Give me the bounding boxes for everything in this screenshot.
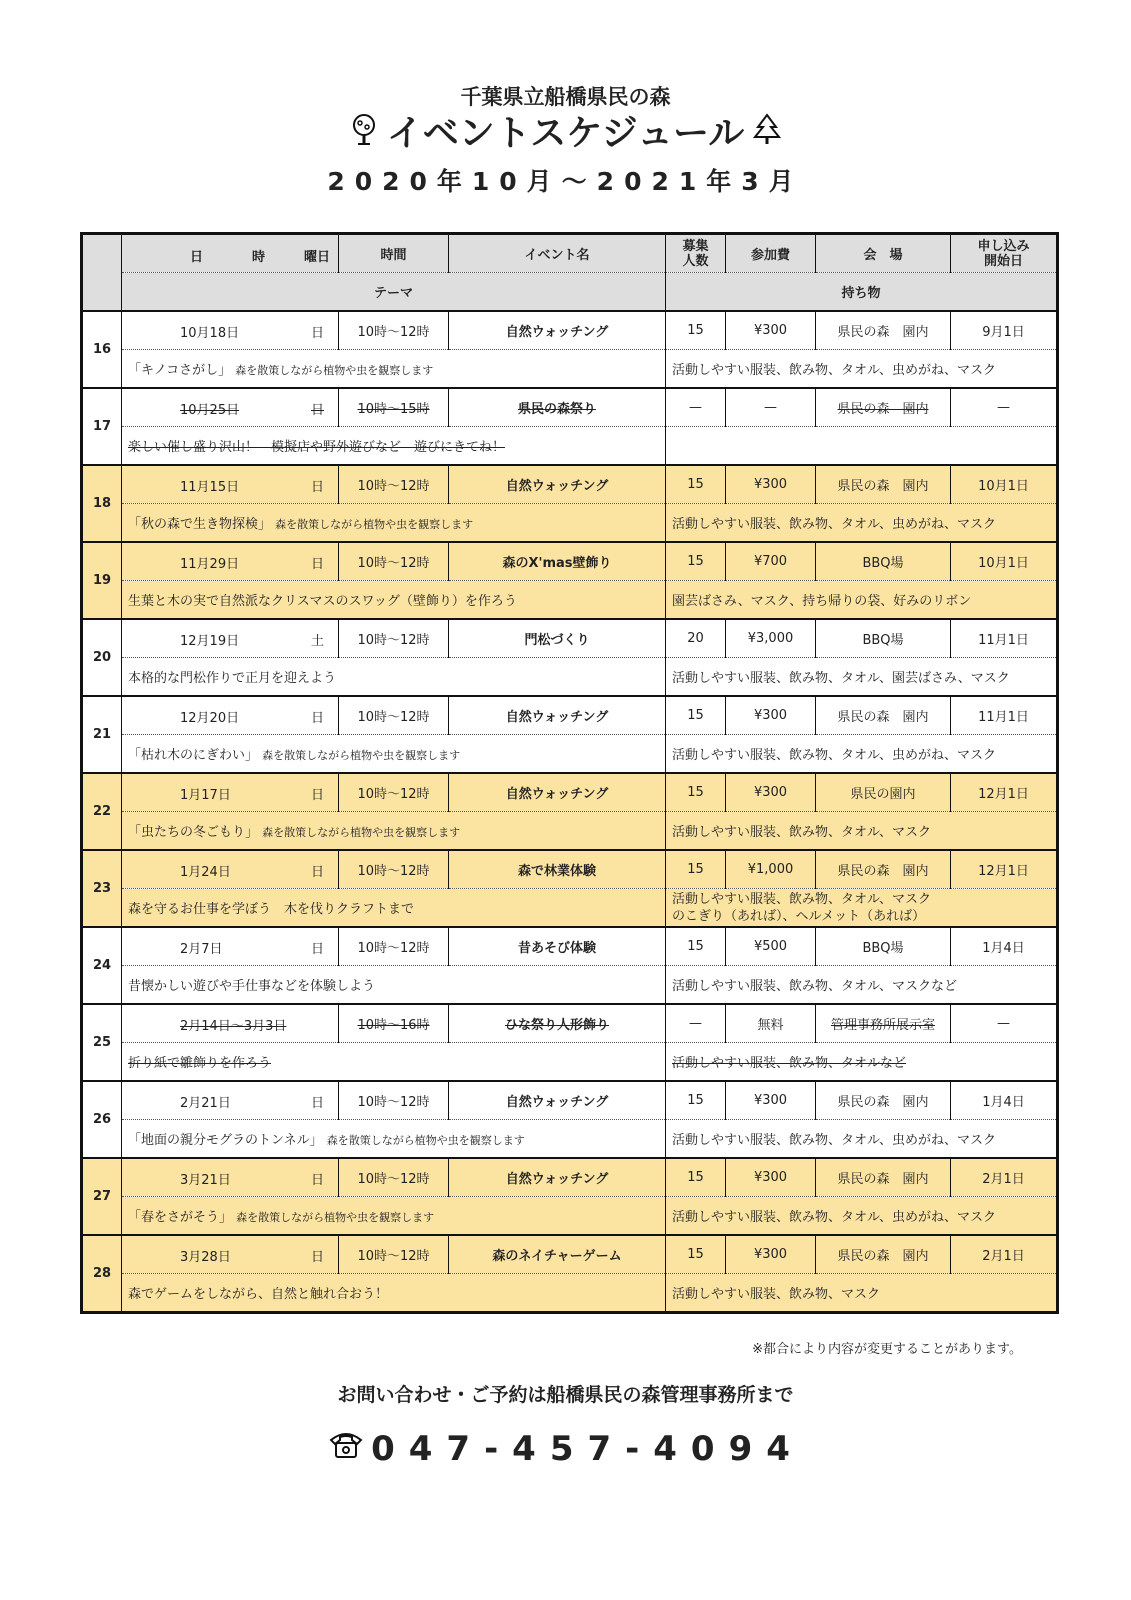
event-bring: 活動しやすい服装、飲み物、タオル、虫めがね、マスク	[666, 504, 1058, 543]
event-name: 森で林業体験	[449, 850, 666, 889]
event-bring: 活動しやすい服装、飲み物、タオル、虫めがね、マスク	[666, 1120, 1058, 1159]
event-time: 10時～12時	[339, 1158, 449, 1197]
event-apply-start: —	[951, 388, 1058, 427]
event-capacity: 15	[666, 927, 726, 966]
event-venue: 県民の森 園内	[816, 1235, 951, 1274]
event-detail-row	[82, 889, 1058, 928]
event-fee: ¥300	[726, 1081, 816, 1120]
event-time: 10時～12時	[339, 1081, 449, 1120]
event-fee: ¥300	[726, 1235, 816, 1274]
phone-number-text: 047-457-4094	[371, 1428, 804, 1469]
header-venue: 会 場	[816, 234, 951, 273]
event-apply-start: 9月1日	[951, 311, 1058, 350]
event-weekday: 日	[310, 1173, 324, 1188]
event-theme	[122, 812, 666, 851]
event-number: 28	[82, 1235, 122, 1313]
event-theme-text: 「枯れ木のにぎわい」	[128, 748, 259, 763]
event-date: 12月19日	[180, 634, 240, 649]
event-theme-text: 「春をさがそう」	[128, 1210, 233, 1225]
event-venue: BBQ場	[816, 542, 951, 581]
event-schedule-table	[80, 232, 1059, 1314]
event-time: 10時～15時	[339, 388, 449, 427]
event-capacity: 15	[666, 1158, 726, 1197]
event-theme	[122, 1043, 666, 1082]
event-venue: BBQ場	[816, 619, 951, 658]
event-weekday: 日	[310, 711, 324, 726]
event-number: 25	[82, 1004, 122, 1081]
event-detail-row	[82, 966, 1058, 1005]
event-theme-note: 森を散策しながら植物や虫を観察します	[262, 826, 461, 839]
event-time: 10時～12時	[339, 465, 449, 504]
event-date: 1月17日	[180, 788, 231, 803]
event-fee: ¥300	[726, 696, 816, 735]
header-time: 時間	[339, 234, 449, 273]
event-name: 自然ウォッチング	[449, 465, 666, 504]
event-bring-line2: のこぎり（あれば）、ヘルメット（あれば）	[672, 908, 926, 924]
event-date-cell	[122, 1235, 339, 1274]
event-theme-text: 「キノコさがし」	[128, 363, 232, 378]
event-weekday: 日	[310, 480, 324, 495]
event-row	[82, 465, 1058, 504]
contact-info: お問い合わせ・ご予約は船橋県民の森管理事務所まで	[337, 1384, 794, 1406]
event-row	[82, 696, 1058, 735]
event-apply-start: 1月4日	[951, 1081, 1058, 1120]
event-row	[82, 311, 1058, 350]
header-apply-start: 申し込み 開始日	[951, 234, 1058, 273]
event-theme-note: 森を散策しながら植物や虫を観察します	[326, 1134, 525, 1147]
event-theme-text: 「地面の親分モグラのトンネル」	[128, 1133, 323, 1148]
event-time: 10時～12時	[339, 773, 449, 812]
event-apply-start: 12月1日	[951, 773, 1058, 812]
event-number: 24	[82, 927, 122, 1004]
event-theme	[122, 966, 666, 1005]
event-venue: 県民の森 園内	[816, 696, 951, 735]
event-date: 1月24日	[180, 865, 231, 880]
event-capacity: 15	[666, 465, 726, 504]
event-fee: 無料	[726, 1004, 816, 1043]
event-time: 10時～12時	[339, 619, 449, 658]
header-event-name: イベント名	[449, 234, 666, 273]
event-number: 18	[82, 465, 122, 542]
event-apply-start: 11月1日	[951, 696, 1058, 735]
event-bring: 活動しやすい服装、飲み物、タオル、マスクなど	[666, 966, 1058, 1005]
event-weekday: 日	[310, 788, 324, 803]
event-theme-note: 森を散策しながら植物や虫を観察します	[235, 364, 434, 377]
event-detail-row	[82, 735, 1058, 774]
event-time: 10時～12時	[339, 850, 449, 889]
event-date-cell	[122, 465, 339, 504]
event-fee: ¥500	[726, 927, 816, 966]
event-row	[82, 1235, 1058, 1274]
event-venue: 県民の森 園内	[816, 1081, 951, 1120]
schedule-period: 2020年10月～2021年3月	[327, 167, 804, 196]
event-theme-text: 森でゲームをしながら、自然と触れ合おう！	[128, 1287, 389, 1302]
page-header	[0, 82, 1131, 202]
event-theme	[122, 1120, 666, 1159]
event-apply-start: 10月1日	[951, 542, 1058, 581]
event-date: 11月29日	[180, 557, 240, 572]
event-row	[82, 773, 1058, 812]
event-date-cell	[122, 927, 339, 966]
event-name: 自然ウォッチング	[449, 1081, 666, 1120]
event-time: 10時～12時	[339, 927, 449, 966]
event-venue: 県民の森 園内	[816, 850, 951, 889]
event-theme-text: 生葉と木の実で自然派なクリスマスのスワッグ（壁飾り）を作ろう	[128, 594, 517, 609]
event-capacity: 15	[666, 1235, 726, 1274]
event-capacity: 15	[666, 1081, 726, 1120]
header-theme: テーマ	[122, 273, 666, 312]
event-time: 10時～12時	[339, 696, 449, 735]
event-detail-row	[82, 1120, 1058, 1159]
event-theme	[122, 1197, 666, 1236]
event-weekday: 日	[310, 1096, 324, 1111]
event-date-cell	[122, 311, 339, 350]
event-venue: 県民の森 園内	[816, 1158, 951, 1197]
event-detail-row	[82, 658, 1058, 697]
event-weekday: 日	[310, 1250, 324, 1265]
event-detail-row	[82, 1197, 1058, 1236]
event-bring	[666, 427, 1058, 466]
event-detail-row	[82, 350, 1058, 389]
change-notice: ※都合により内容が変更することがあります。	[752, 1342, 1022, 1357]
event-weekday: 日	[310, 865, 324, 880]
event-capacity: —	[666, 388, 726, 427]
event-detail-row	[82, 1274, 1058, 1313]
event-fee: ¥300	[726, 465, 816, 504]
phone-number	[0, 1428, 1131, 1469]
event-date-cell	[122, 542, 339, 581]
event-theme-text: 楽しい催し盛り沢山！ 模擬店や野外遊びなど 遊びにきてね！	[128, 440, 506, 455]
event-theme	[122, 658, 666, 697]
event-theme-text: 折り紙で雛飾りを作ろう	[128, 1056, 272, 1071]
event-row	[82, 1158, 1058, 1197]
event-detail-row	[82, 1043, 1058, 1082]
event-number: 16	[82, 311, 122, 388]
event-date-cell	[122, 773, 339, 812]
event-bring: 園芸ばさみ、マスク、持ち帰りの袋、好みのリボン	[666, 581, 1058, 620]
event-date-cell	[122, 1158, 339, 1197]
event-number: 26	[82, 1081, 122, 1158]
event-time: 10時～12時	[339, 542, 449, 581]
event-apply-start: 2月1日	[951, 1235, 1058, 1274]
event-theme-text: 昔懐かしい遊びや手仕事などを体験しよう	[128, 979, 376, 994]
header-weekday-label: 曜日	[303, 250, 330, 265]
event-detail-row	[82, 504, 1058, 543]
event-theme-text: 本格的な門松作りで正月を迎えよう	[128, 671, 337, 686]
event-capacity: 20	[666, 619, 726, 658]
header-number-cell	[82, 234, 122, 312]
event-name: 昔あそび体験	[449, 927, 666, 966]
event-number: 20	[82, 619, 122, 696]
event-detail-row	[82, 427, 1058, 466]
event-capacity: 15	[666, 850, 726, 889]
event-date-cell	[122, 1081, 339, 1120]
event-fee: ¥300	[726, 1158, 816, 1197]
event-name: 自然ウォッチング	[449, 696, 666, 735]
event-row	[82, 388, 1058, 427]
tree-icon	[349, 112, 379, 156]
event-date: 2月7日	[180, 942, 223, 957]
event-date-cell	[122, 1004, 339, 1043]
event-fee: ¥3,000	[726, 619, 816, 658]
event-date: 3月21日	[180, 1173, 231, 1188]
event-theme-text: 「秋の森で生き物探検」	[128, 517, 272, 532]
event-fee: ¥1,000	[726, 850, 816, 889]
event-capacity: 15	[666, 311, 726, 350]
event-bring	[666, 889, 1058, 928]
header-capacity: 募集 人数	[666, 234, 726, 273]
event-weekday: 日	[310, 403, 324, 418]
event-theme	[122, 735, 666, 774]
event-venue: 県民の森 園内	[816, 311, 951, 350]
event-time: 10時～16時	[339, 1004, 449, 1043]
event-name: ひな祭り人形飾り	[449, 1004, 666, 1043]
page-title	[0, 112, 1131, 156]
event-venue: 県民の森 園内	[816, 388, 951, 427]
event-capacity: —	[666, 1004, 726, 1043]
event-date: 12月20日	[180, 711, 240, 726]
event-name: 森のネイチャーゲーム	[449, 1235, 666, 1274]
event-theme	[122, 889, 666, 928]
event-time: 10時～12時	[339, 1235, 449, 1274]
event-capacity: 15	[666, 696, 726, 735]
park-name: 千葉県立船橋県民の森	[460, 85, 671, 109]
event-date-cell	[122, 850, 339, 889]
event-date-cell	[122, 388, 339, 427]
event-theme	[122, 1274, 666, 1313]
event-theme-note: 森を散策しながら植物や虫を観察します	[262, 749, 461, 762]
header-bring: 持ち物	[666, 273, 1058, 312]
event-bring-line1: 活動しやすい服装、飲み物、タオル、マスク	[672, 891, 931, 907]
event-date: 10月25日	[180, 403, 240, 418]
event-bring: 活動しやすい服装、飲み物、タオル、虫めがね、マスク	[666, 1197, 1058, 1236]
event-venue: 県民の園内	[816, 773, 951, 812]
header-date	[122, 234, 339, 273]
event-row	[82, 927, 1058, 966]
event-date-cell	[122, 619, 339, 658]
event-row	[82, 1081, 1058, 1120]
event-detail-row	[82, 581, 1058, 620]
event-weekday: 土	[310, 634, 324, 649]
event-date-cell	[122, 696, 339, 735]
event-name: 森のX'mas壁飾り	[449, 542, 666, 581]
event-theme	[122, 350, 666, 389]
header-fee: 参加費	[726, 234, 816, 273]
event-apply-start: 12月1日	[951, 850, 1058, 889]
event-fee: ¥700	[726, 542, 816, 581]
event-time: 10時～12時	[339, 311, 449, 350]
event-name: 自然ウォッチング	[449, 773, 666, 812]
event-apply-start: 11月1日	[951, 619, 1058, 658]
event-weekday: 日	[310, 942, 324, 957]
title-text: イベントスケジュール	[386, 113, 745, 154]
event-venue: 県民の森 園内	[816, 465, 951, 504]
event-row	[82, 1004, 1058, 1043]
event-theme	[122, 581, 666, 620]
event-date: 10月18日	[180, 326, 240, 341]
event-capacity: 15	[666, 773, 726, 812]
event-weekday: 日	[310, 557, 324, 572]
event-apply-start: 10月1日	[951, 465, 1058, 504]
event-apply-start: 2月1日	[951, 1158, 1058, 1197]
event-row	[82, 542, 1058, 581]
event-theme-text: 「虫たちの冬ごもり」	[128, 825, 259, 840]
event-theme-note: 森を散策しながら植物や虫を観察します	[275, 518, 474, 531]
event-bring: 活動しやすい服装、飲み物、タオル、マスク	[666, 812, 1058, 851]
event-venue: 管理事務所展示室	[816, 1004, 951, 1043]
event-bring: 活動しやすい服装、飲み物、マスク	[666, 1274, 1058, 1313]
event-number: 23	[82, 850, 122, 927]
event-detail-row	[82, 812, 1058, 851]
event-fee: —	[726, 388, 816, 427]
event-name: 門松づくり	[449, 619, 666, 658]
event-number: 27	[82, 1158, 122, 1235]
event-theme-note: 森を散策しながら植物や虫を観察します	[236, 1211, 435, 1224]
header-date-label: 日 時	[190, 250, 284, 265]
event-weekday: 日	[310, 326, 324, 341]
event-theme-text: 森を守るお仕事を学ぼう 木を伐りクラフトまで	[128, 902, 415, 917]
event-bring: 活動しやすい服装、飲み物、タオル、虫めがね、マスク	[666, 735, 1058, 774]
event-number: 17	[82, 388, 122, 465]
event-apply-start: —	[951, 1004, 1058, 1043]
event-date: 11月15日	[180, 480, 240, 495]
event-date: 2月14日～3月3日	[180, 1019, 287, 1034]
event-date: 2月21日	[180, 1096, 231, 1111]
event-date: 3月28日	[180, 1250, 231, 1265]
table-subheader-row	[82, 273, 1058, 312]
event-capacity: 15	[666, 542, 726, 581]
event-number: 21	[82, 696, 122, 773]
event-venue: BBQ場	[816, 927, 951, 966]
event-apply-start: 1月4日	[951, 927, 1058, 966]
event-bring: 活動しやすい服装、飲み物、タオル、園芸ばさみ、マスク	[666, 658, 1058, 697]
event-number: 19	[82, 542, 122, 619]
event-row	[82, 850, 1058, 889]
event-theme	[122, 504, 666, 543]
event-number: 22	[82, 773, 122, 850]
pine-tree-icon	[752, 112, 782, 156]
event-theme	[122, 427, 666, 466]
event-name: 自然ウォッチング	[449, 311, 666, 350]
event-fee: ¥300	[726, 311, 816, 350]
phone-icon	[327, 1428, 365, 1469]
event-name: 自然ウォッチング	[449, 1158, 666, 1197]
table-header-row	[82, 234, 1058, 273]
event-bring: 活動しやすい服装、飲み物、タオルなど	[666, 1043, 1058, 1082]
event-bring: 活動しやすい服装、飲み物、タオル、虫めがね、マスク	[666, 350, 1058, 389]
event-name: 県民の森祭り	[449, 388, 666, 427]
event-fee: ¥300	[726, 773, 816, 812]
event-row	[82, 619, 1058, 658]
